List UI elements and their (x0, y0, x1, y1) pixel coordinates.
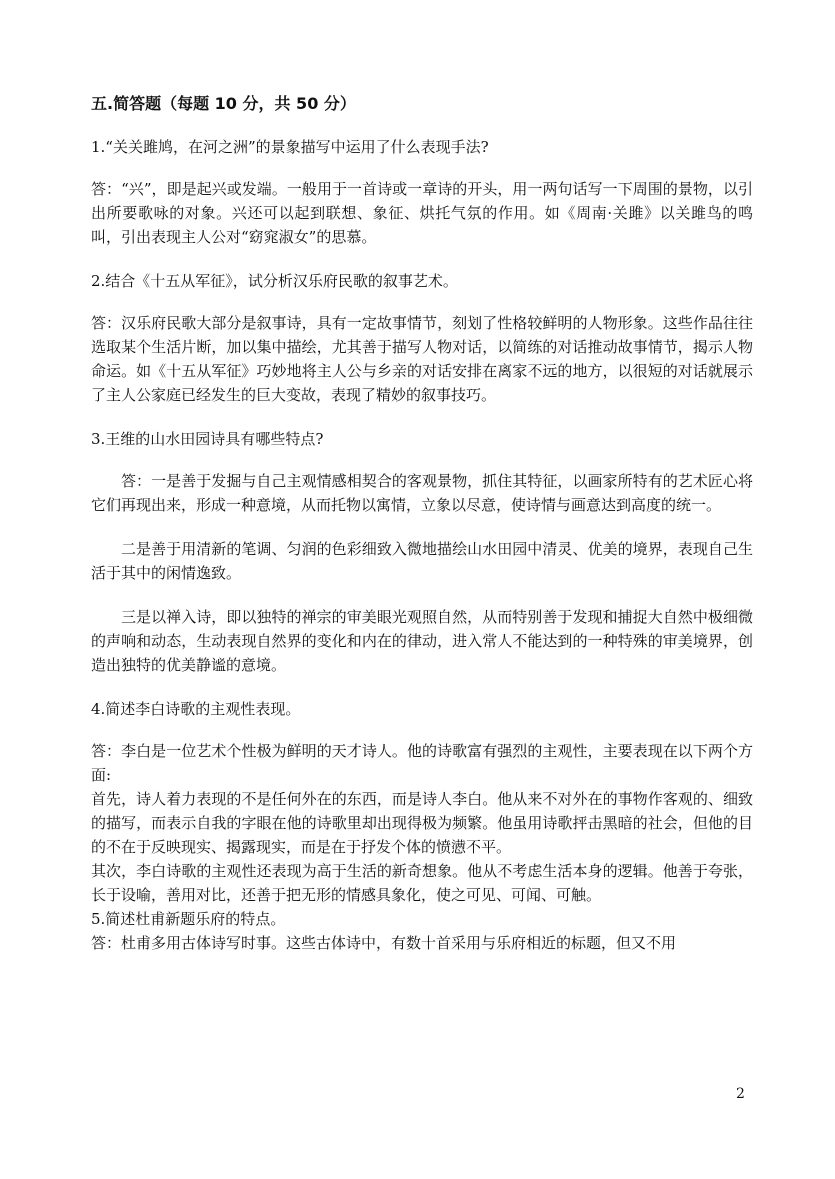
question-2: 2.结合《十五从军征》，试分析汉乐府民歌的叙事艺术。 (91, 272, 458, 290)
answer-4-paragraph-1: 答：李白是一位艺术个性极为鲜明的天才诗人。他的诗歌富有强烈的主观性，主要表现在以下两个方面: (91, 742, 753, 784)
answer-3-paragraph-1: 答：一是善于发掘与自己主观情感相契合的客观景物，抓住其特征，以画家所特有的艺术匠心将它们再现出来，形成一种意境，从而托物以寓情，立象以尽意，使诗情与画意达到高度的统一。 (91, 472, 753, 514)
document-page (91, 93, 753, 955)
question-5: 5.简述杜甫新题乐府的特点。 (91, 910, 286, 928)
question-3: 3.王维的山水田园诗具有哪些特点? (91, 430, 324, 448)
answer-3-paragraph-2: 二是善于用清新的笔调、匀润的色彩细致入微地描绘山水田园中清灵、优美的境界，表现自己生活于其中的闲情逸致。 (91, 540, 753, 582)
answer-1: 答：“兴”，即是起兴或发端。一般用于一首诗或一章诗的开头，用一两句话写一下周围的景物，以引出所要歌咏的对象。兴还可以起到联想、象征、烘托气氛的作用。如《周南·关雎》以关雎鸟的鸣叫，引出表现主人公对“窈窕淑女”的思慕。 (91, 180, 753, 246)
answer-5: 答：杜甫多用古体诗写时事。这些古体诗中，有数十首采用与乐府相近的标题，但又不用 (91, 934, 677, 952)
answer-2: 答：汉乐府民歌大部分是叙事诗，具有一定故事情节，刻划了性格较鲜明的人物形象。这些作品往往选取某个生活片断，加以集中描绘，尤其善于描写人物对话，以简练的对话推动故事情节，揭示人物命运。如《十五从军征》巧妙地将主人公与乡亲的对话安排在离家不远的地方，以很短的对话就展示了主人公家庭已经发生的巨大变故，表现了精妙的叙事技巧。 (91, 314, 753, 404)
page-number: 2 (736, 1086, 745, 1102)
section-title: 五.简答题（每题 10 分，共 50 分） (91, 94, 356, 113)
answer-3-paragraph-3: 三是以禅入诗，即以独特的禅宗的审美眼光观照自然，从而特别善于发现和捕捉大自然中极细微的声响和动态，生动表现自然界的变化和内在的律动，进入常人不能达到的一种特殊的审美境界，创造出独特的优美静谧的意境。 (91, 608, 753, 674)
answer-4-paragraph-2: 首先，诗人着力表现的不是任何外在的东西，而是诗人李白。他从来不对外在的事物作客观的、细致的描写，而表示自我的字眼在他的诗歌里却出现得极为频繁。他虽用诗歌抨击黑暗的社会，但他的目的不在于反映现实、揭露现实，而是在于抒发个体的愤懑不平。 (91, 790, 753, 856)
question-1: 1.“关关雎鸠，在河之洲”的景象描写中运用了什么表现手法? (91, 138, 489, 156)
question-4: 4.简述李白诗歌的主观性表现。 (91, 700, 301, 718)
answer-4-paragraph-3: 其次，李白诗歌的主观性还表现为高于生活的新奇想象。他从不考虑生活本身的逻辑。他善于夸张，长于设喻，善用对比，还善于把无形的情感具象化，使之可见、可闻、可触。 (91, 862, 753, 904)
